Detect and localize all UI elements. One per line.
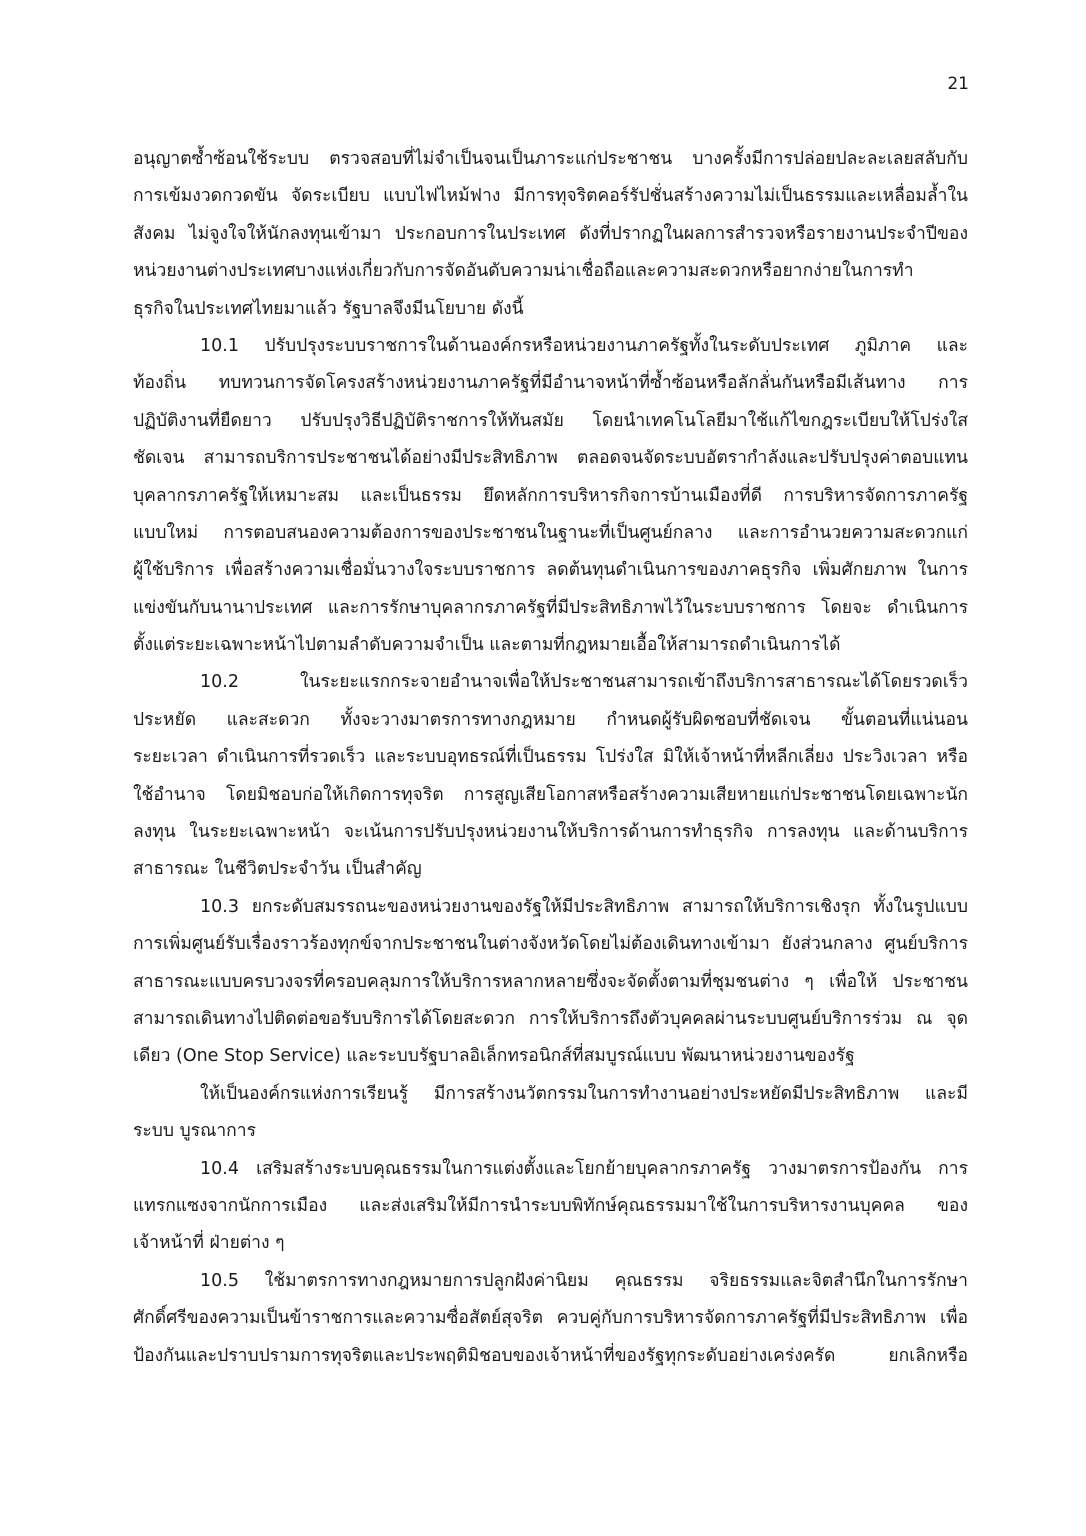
text-line: ประหยัด และสะดวก ทั้งจะวางมาตรการทางกฎหมาย กำหนดผู้รับผิดชอบที่ชัดเจน ขั้นตอนที่แน่นอน	[133, 709, 968, 730]
text-line: สังคม ไม่จูงใจให้นักลงทุนเข้ามา ประกอบการในประเทศ ดังที่ปรากฏในผลการสำรวจหรือรายงานประจำปีของ	[133, 223, 968, 244]
document-body	[133, 141, 968, 1375]
text-line: ชัดเจน สามารถบริการประชาชนได้อย่างมีประสิทธิภาพ ตลอดจนจัดระบบอัตรากำลังและปรับปรุงค่าตอบแทน	[133, 448, 968, 469]
text-line: 10.4 เสริมสร้างระบบคุณธรรมในการแต่งตั้งและโยกย้ายบุคลากรภาครัฐ วางมาตรการป้องกัน การ	[200, 1158, 968, 1179]
text-line: ผู้ใช้บริการ เพื่อสร้างความเชื่อมั่นวางใจระบบราชการ ลดต้นทุนดำเนินการของภาคธุรกิจ เพิ่มศักยภาพ ในการ	[133, 560, 968, 581]
text-line: สาธารณะ ในชีวิตประจำวัน เป็นสำคัญ	[133, 859, 422, 880]
text-line: ใช้อำนาจ โดยมิชอบก่อให้เกิดการทุจริต การสูญเสียโอกาสหรือสร้างความเสียหายแก่ประชาชนโดยเฉพาะนัก	[133, 784, 968, 805]
text-line: การเข้มงวดกวดขัน จัดระเบียบ แบบไฟไหม้ฟาง มีการทุจริตคอร์รัปชั่นสร้างความไม่เป็นธรรมและเหลื่อมล้ำใน	[133, 186, 968, 207]
page-number: 21	[947, 74, 969, 94]
text-line: ปฏิบัติงานที่ยืดยาว ปรับปรุงวิธีปฏิบัติราชการให้ทันสมัย โดยนำเทคโนโลยีมาใช้แก้ไขกฎระเบียบให้โปร่งใส	[133, 410, 968, 431]
text-line: ตั้งแต่ระยะเฉพาะหน้าไปตามลำดับความจำเป็น และตามที่กฎหมายเอื้อให้สามารถดำเนินการได้	[133, 635, 841, 656]
text-line: สามารถเดินทางไปติดต่อขอรับบริการได้โดยสะดวก การให้บริการถึงตัวบุคคลผ่านระบบศูนย์บริการร่วม ณ จุด	[133, 1008, 968, 1029]
text-line: ป้องกันและปราบปรามการทุจริตและประพฤติมิชอบของเจ้าหน้าที่ของรัฐทุกระดับอย่างเคร่งครัด ยกเลิกหรือ	[133, 1345, 968, 1366]
text-line: เดียว (One Stop Service) และระบบรัฐบาลอิเล็กทรอนิกส์ที่สมบูรณ์แบบ พัฒนาหน่วยงานของรัฐ	[133, 1046, 855, 1067]
text-line: หน่วยงานต่างประเทศบางแห่งเกี่ยวกับการจัดอันดับความน่าเชื่อถือและความสะดวกหรือยากง่ายในการทำ	[133, 261, 914, 282]
text-line: อนุญาตซ้ำซ้อนใช้ระบบ ตรวจสอบที่ไม่จำเป็นจนเป็นภาระแก่ประชาชน บางครั้งมีการปล่อยปละละเลยสลับกับ	[133, 149, 968, 169]
text-line: ระบบ บูรณาการ	[133, 1121, 256, 1142]
text-line: 10.1 ปรับปรุงระบบราชการในด้านองค์กรหรือหน่วยงานภาครัฐทั้งในระดับประเทศ ภูมิภาค และ	[200, 335, 968, 356]
text-line: สาธารณะแบบครบวงจรที่ครอบคลุมการให้บริการหลากหลายซึ่งจะจัดตั้งตามที่ชุมชนต่าง ๆ เพื่อให้ ประชาชน	[133, 971, 968, 992]
text-line: ให้เป็นองค์กรแห่งการเรียนรู้ มีการสร้างนวัตกรรมในการทำงานอย่างประหยัดมีประสิทธิภาพ และมี	[200, 1083, 968, 1104]
text-line: 10.2 ในระยะแรกกระจายอำนาจเพื่อให้ประชาชนสามารถเข้าถึงบริการสาธารณะได้โดยรวดเร็ว	[200, 672, 968, 693]
text-line: 10.3 ยกระดับสมรรถนะของหน่วยงานของรัฐให้มีประสิทธิภาพ สามารถให้บริการเชิงรุก ทั้งในรูปแบบ	[200, 896, 968, 917]
text-line: เจ้าหน้าที่ ฝ่ายต่าง ๆ	[133, 1233, 285, 1254]
text-line: 10.5 ใช้มาตรการทางกฎหมายการปลูกฝังค่านิยม คุณธรรม จริยธรรมและจิตสำนึกในการรักษา	[200, 1270, 968, 1291]
text-line: ระยะเวลา ดำเนินการที่รวดเร็ว และระบบอุทธรณ์ที่เป็นธรรม โปร่งใส มิให้เจ้าหน้าที่หลีกเลี่ยง ประวิงเวลา หรือ	[133, 747, 968, 768]
text-line: ศักดิ์ศรีของความเป็นข้าราชการและความซื่อสัตย์สุจริต ควบคู่กับการบริหารจัดการภาครัฐที่มีประสิทธิภาพ เพื่อ	[133, 1308, 968, 1329]
text-line: การเพิ่มศูนย์รับเรื่องราวร้องทุกข์จากประชาชนในต่างจังหวัดโดยไม่ต้องเดินทางเข้ามา ยังส่วนกลาง ศูนย์บริการ	[133, 934, 968, 955]
text-line: ท้องถิ่น ทบทวนการจัดโครงสร้างหน่วยงานภาครัฐที่มีอำนาจหน้าที่ซ้ำซ้อนหรือลักลั่นกันหรือมีเส้นทาง การ	[133, 373, 968, 394]
text-line: ลงทุน ในระยะเฉพาะหน้า จะเน้นการปรับปรุงหน่วยงานให้บริการด้านการทำธุรกิจ การลงทุน และด้านบริการ	[133, 822, 968, 843]
text-line: แบบใหม่ การตอบสนองความต้องการของประชาชนในฐานะที่เป็นศูนย์กลาง และการอำนวยความสะดวกแก่	[133, 522, 968, 543]
text-line: บุคลากรภาครัฐให้เหมาะสม และเป็นธรรม ยึดหลักการบริหารกิจการบ้านเมืองที่ดี การบริหารจัดการภาครัฐ	[133, 485, 968, 506]
text-line: แทรกแซงจากนักการเมือง และส่งเสริมให้มีการนำระบบพิทักษ์คุณธรรมมาใช้ในการบริหารงานบุคคล ของ	[133, 1195, 968, 1216]
text-line: แข่งขันกับนานาประเทศ และการรักษาบุคลากรภาครัฐที่มีประสิทธิภาพไว้ในระบบราชการ โดยจะ ดำเนินการ	[133, 597, 968, 618]
text-line: ธุรกิจในประเทศไทยมาแล้ว รัฐบาลจึงมีนโยบาย ดังนี้	[133, 298, 524, 319]
